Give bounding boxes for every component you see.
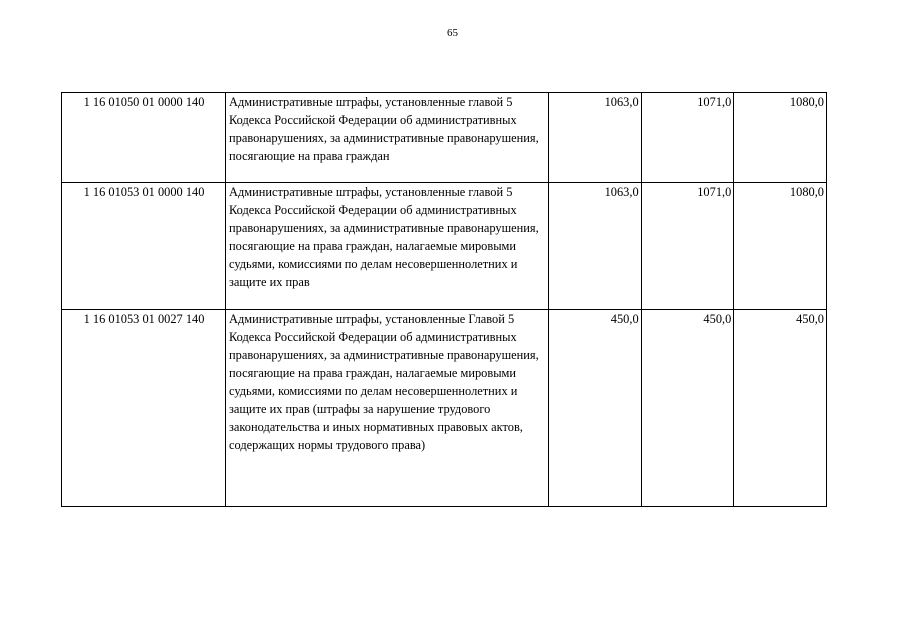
amount-cell-1: 450,0 bbox=[549, 310, 642, 507]
description-cell: Административные штрафы, установленные главой 5 Кодекса Российской Федерации об административных правонарушениях, за административные правонарушения, посягающие на права граждан, налагаемые мировыми судьями, комиссиями по делам несовершеннолетних и защите их прав bbox=[226, 183, 549, 310]
page-number: 65 bbox=[447, 27, 458, 39]
classification-code-cell: 1 16 01053 01 0027 140 bbox=[62, 310, 226, 507]
description-cell: Административные штрафы, установленные Главой 5 Кодекса Российской Федерации об административных правонарушениях, за административные правонарушения, посягающие на права граждан, налагаемые мировыми судьями, комиссиями по делам несовершеннолетних и защите их прав (штрафы за нарушение трудового законодательства и иных нормативных правовых актов, содержащих нормы трудового права) bbox=[226, 310, 549, 507]
amount-cell-3: 1080,0 bbox=[734, 93, 827, 183]
description-cell: Административные штрафы, установленные главой 5 Кодекса Российской Федерации об административных правонарушениях, за административные правонарушения, посягающие на права граждан bbox=[226, 93, 549, 183]
amount-cell-3: 450,0 bbox=[734, 310, 827, 507]
amount-cell-1: 1063,0 bbox=[549, 93, 642, 183]
amount-cell-2: 1071,0 bbox=[641, 183, 734, 310]
classification-code-cell: 1 16 01050 01 0000 140 bbox=[62, 93, 226, 183]
amount-cell-2: 450,0 bbox=[641, 310, 734, 507]
budget-table bbox=[61, 92, 827, 507]
table-row bbox=[62, 310, 827, 507]
amount-cell-2: 1071,0 bbox=[641, 93, 734, 183]
table-row bbox=[62, 93, 827, 183]
amount-cell-1: 1063,0 bbox=[549, 183, 642, 310]
table-row bbox=[62, 183, 827, 310]
amount-cell-3: 1080,0 bbox=[734, 183, 827, 310]
classification-code-cell: 1 16 01053 01 0000 140 bbox=[62, 183, 226, 310]
